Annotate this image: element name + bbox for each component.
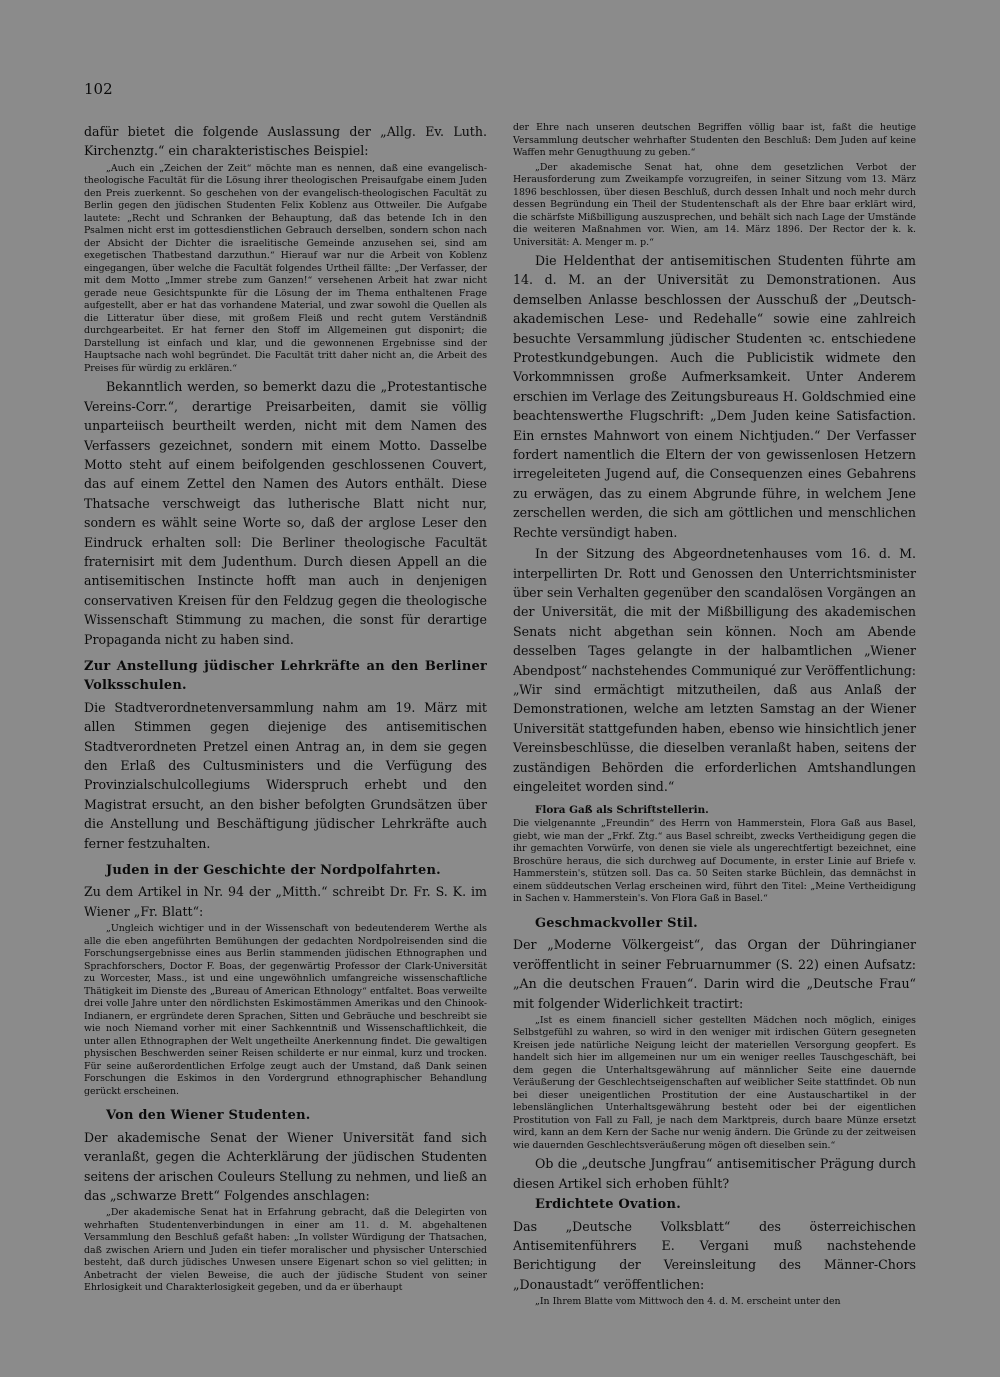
paragraph: Zu dem Artikel in Nr. 94 der „Mitth.“ schreibt Dr. Fr. S. K. im Wiener „Fr. Blatt“: xyxy=(84,884,487,919)
section-heading: Erdichtete Ovation. xyxy=(535,1197,681,1213)
block-quote: Die vielgenannte „Freundin“ des Herrn von Hammerstein, Flora Gaß aus Basel, giebt, wie man der „Frkf. Ztg.“ aus Basel schreibt, zwecks Vertheidigung gegen die ihr gemachten Vorwürfe, von denen sie viele als ungerechtfertigt bezeichnet, eine Broschüre heraus, die sich durchweg auf Documente, in erster Linie auf Briefe v. Hammerstein's, stützen soll. Das ca. 50 Seiten starke Büchlein, das demnächst in einem süddeutschen Verlag erscheinen wird, führt den Titel: „Meine Vertheidigung in Sachen v. Hammerstein's. Von Flora Gaß in Basel.“ xyxy=(513,818,916,905)
block-quote: „Ungleich wichtiger und in der Wissenschaft von bedeutenderem Werthe als alle die eben angeführten Bemühungen der gedachten Nordpolreisenden sind die Forschungsergebnisse eines aus Berlin stammenden jüdischen Ethnographen und Sprachforschers, Doctor F. Boas, der gegenwärtig Professor der Clark-Universität zu Worcester, Mass., ist und eine ungewöhnlich umfangreiche wissenschaftliche Thätigkeit im Dienste des „Bureau of American Ethnology“ entfaltet. Boas verweilte drei volle Jahre unter den nördlichsten Eskimostämmen Amerikas und den Chinook-Indianern, er ergründete deren Sprachen, Sitten und Gebräuche und beschreibt sie wie noch Niemand vorher mit einer Sachkenntniß und Wissenschaftlichkeit, die unter allen Ethnographen der Welt ungetheilte Anerkennung findet. Die gewaltigen physischen Beschwerden seiner Reisen schilderte er nur einmal, kurz und trocken. Für seine außerordentlichen Erfolge zeugt auch der Umstand, daß Dank seinen Forschungen die Eskimos in den Vordergrund ethnographischer Behandlung gerückt erscheinen. xyxy=(84,923,487,1097)
section-heading: Zur Anstellung jüdischer Lehrkräfte an den Berliner Volksschulen. xyxy=(84,659,487,694)
block-quote: „Der akademische Senat hat in Erfahrung gebracht, daß die Delegirten von wehrhaften Studentenverbindungen in einer am 11. d. M. abgehaltenen Versammlung den Beschluß gefaßt haben: „In vollster Würdigung der Thatsachen, daß zwischen Ariern und Juden ein tiefer moralischer und physischer Unterschied besteht, daß durch jüdisches Unwesen unsere Eigenart schon so viel gelitten; in Anbetracht der vielen Beweise, die auch der jüdische Student von seiner Ehrlosigkeit und Charakterlosigkeit gegeben, und da er überhaupt xyxy=(84,1207,487,1294)
section-heading: Geschmackvoller Stil. xyxy=(535,915,698,931)
block-quote: „In Ihrem Blatte vom Mittwoch den 4. d. M. erscheint unter den xyxy=(535,1296,841,1308)
page-number: 102 xyxy=(84,80,113,98)
section-heading: Flora Gaß als Schriftstellerin. xyxy=(535,804,709,817)
block-quote: „Ist es einem financiell sicher gestellten Mädchen noch möglich, einiges Selbstgefühl zu wahren, so wird in den weniger mit irdischen Gütern gesegneten Kreisen jede natürliche Neigung leicht der materiellen Versorgung geopfert. Es handelt sich hier im allgemeinen nur um ein weniger reelles Tauschgeschäft, bei dem gegen die Unterhaltsgewährung auf männlicher Seite eine dauernde Veräußerung der Geschlechtseigenschaften auf weiblicher Seite stattfindet. Ob nun bei dieser uneigentlichen Prostitution der eine Austauschartikel in der lebenslänglichen Unterhaltsgewährung besteht oder bei der eigentlichen Prostitution von Fall zu Fall, je nach dem Marktpreis, durch baare Münze ersetzt wird, kann an dem Kern der Sache nur wenig ändern. Die Gründe zu der zeitweisen wie dauernden Geschlechtsveräußerung mögen oft dieselben sein.“ xyxy=(513,1014,916,1151)
paragraph: Der „Moderne Völkergeist“, das Organ der Dühringianer veröffentlicht in seiner Februarnummer (S. 22) einen Aufsatz: „An die deutschen Frauen“. Darin wird die „Deutsche Frau“ mit folgender Widerlichkeit tractirt: xyxy=(513,937,916,1011)
paragraph: Die Stadtverordnetenversammlung nahm am 19. März mit allen Stimmen gegen diejenige des antisemitischen Stadtverordneten Pretzel einen Antrag an, in dem sie gegen den Erlaß des Cultusministers und die Verfügung des Provinzialschulcollegiums Widerspruch erhebt und den Magistrat ersucht, an den bisher befolgten Grundsätzen über die Anstellung und Beschäftigung jüdischer Lehrkräfte auch ferner festzuhalten. xyxy=(84,699,487,851)
block-quote: „Auch ein „Zeichen der Zeit“ möchte man es nennen, daß eine evangelisch-theologische Facultät für die Lösung ihrer theologischen Preisaufgabe einem Juden den Preis zuerkennt. So geschehen von der evangelisch-theologischen Facultät zu Berlin gegen den jüdischen Studenten Felix Koblenz aus Ottweiler. Die Aufgabe lautete: „Recht und Schranken der Behauptung, daß das betende Ich in den Psalmen nicht erst im gottesdienstlichen Gebrauch derselben, sondern schon nach der Absicht der Dichter die israelitische Gemeinde anzusehen sei, sind am exegetischen Thatbestand darzuthun.“ Hierauf war nur die Arbeit von Koblenz eingegangen, über welche die Facultät folgendes Urtheil fällte: „Der Verfasser, der mit dem Motto „Immer strebe zum Ganzen!“ versehenen Arbeit hat zwar nicht gerade neue Gesichtspunkte für die Lösung der im Thema enthaltenen Frage aufgestellt, aber er hat das vorhandene Material, und zwar sowohl die Quellen als die Litteratur über diese, mit großem Fleiß und recht gutem Verständniß durchgearbeitet. Er hat ferner den Stoff im Allgemeinen gut disponirt; die Darstellung ist einfach und klar, und die gewonnenen Ergebnisse sind der Hauptsache nach wohl begründet. Die Facultät tritt daher nicht an, die Arbeit des Preises für würdig zu erklären.“ xyxy=(84,162,487,374)
paragraph: Die Heldenthat der antisemitischen Studenten führte am 14. d. M. an der Universität zu Demonstrationen. Aus demselben Anlasse beschlossen der Ausschuß der „Deutsch-akademischen Lese- und Redehalle“ sowie eine zahlreich besuchte Versammlung jüdischer Studenten ꝛc. entschiedene Protestkundgebungen. Auch die Publicistik widmete den Vorkommnissen große Aufmerksamkeit. Unter Anderem erschien im Verlage des Zeitungsbureaus H. Goldschmied eine beachtenswerthe Flugschrift: „Dem Juden keine Satisfaction. Ein ernstes Mahnwort von einem Nichtjuden.“ Der Verfasser fordert namentlich die Eltern der von gewissenlosen Hetzern irregeleiteten Jugend auf, die Consequenzen eines Gebahrens zu erwägen, das zu einem Abgrunde führe, in welchem Jene zerschellen werden, die sich am göttlichen und menschlichen Rechte versündigt haben. xyxy=(513,253,916,540)
paragraph: dafür bietet die folgende Auslassung der „Allg. Ev. Luth. Kirchenztg.“ ein charakteristisches Beispiel: xyxy=(84,124,487,159)
paragraph: Ob die „deutsche Jungfrau“ antisemitischer Prägung durch diesen Artikel sich erhoben fühlt? xyxy=(513,1156,916,1191)
paragraph: In der Sitzung des Abgeordnetenhauses vom 16. d. M. interpellirten Dr. Rott und Genossen den Unterrichtsminister über sein Verhalten gegenüber den scandalösen Vorgängen an der Universität, die mit der Mißbilligung des akademischen Senats nicht abgethan sein können. Noch am Abende desselben Tages gelangte in der halbamtlichen „Wiener Abendpost“ nachstehendes Communiqué zur Veröffentlichung: „Wir sind ermächtigt mitzutheilen, daß aus Anlaß der Demonstrationen, welche am letzten Samstag an der Wiener Universität stattgefunden haben, ebenso wie hinsichtlich jener Vereinsbeschlüsse, die dieselben veranlaßt haben, seitens der zuständigen Behörden die erforderlichen Amtshandlungen eingeleitet worden sind.“ xyxy=(513,546,916,794)
right-column xyxy=(513,122,916,1311)
paragraph: Das „Deutsche Volksblatt“ des österreichischen Antisemitenführers E. Vergani muß nachstehende Berichtigung der Vereinsleitung des Männer-Chors „Donaustadt“ veröffentlichen: xyxy=(513,1218,916,1292)
left-column xyxy=(84,122,487,1297)
block-quote: der Ehre nach unseren deutschen Begriffen völlig baar ist, faßt die heutige Versammlung deutscher wehrhafter Studenten den Beschluß: Dem Juden auf keine Waffen mehr Genugthuung zu geben.“ xyxy=(513,122,916,158)
paragraph: Bekanntlich werden, so bemerkt dazu die „Protestantische Vereins-Corr.“, derartige Preisarbeiten, damit sie völlig unparteiisch beurtheilt werden, nicht mit dem Namen des Verfassers gezeichnet, sondern mit einem Motto. Dasselbe Motto steht auf einem beifolgenden geschlossenen Couvert, das auf einem Zettel den Namen des Autors enthält. Diese Thatsache verschweigt das lutherische Blatt nicht nur, sondern es wählt seine Worte so, daß der arglose Leser den Eindruck erhalten soll: Die Berliner theologische Facultät fraternisirt mit dem Judenthum. Durch diesen Appell an die antisemitischen Instincte hofft man auch in denjenigen conservativen Kreisen für den Feldzug gegen die theologische Wissenschaft Stimmung zu machen, die sonst für derartige Propaganda nicht zu haben sind. xyxy=(84,379,487,647)
paragraph: Der akademische Senat der Wiener Universität fand sich veranlaßt, gegen die Achterklärung der jüdischen Studenten seitens der arischen Couleurs Stellung zu nehmen, und ließ an das „schwarze Brett“ Folgendes anschlagen: xyxy=(84,1129,487,1203)
section-heading: Von den Wiener Studenten. xyxy=(106,1108,311,1124)
block-quote: „Der akademische Senat hat, ohne dem gesetzlichen Verbot der Herausforderung zum Zweikampfe vorzugreifen, in seiner Sitzung vom 13. März 1896 beschlossen, über diesen Beschluß, durch dessen Inhalt und noch mehr durch dessen Begründung ein Theil der Studentenschaft als der Ehre baar erklärt wird, die schärfste Mißbilligung auszusprechen, und behält sich nach Lage der Umstände die weiteren Maßnahmen vor. Wien, am 14. März 1896. Der Rector der k. k. Universität: A. Menger m. p.“ xyxy=(513,161,916,248)
section-heading: Juden in der Geschichte der Nordpolfahrten. xyxy=(106,863,441,879)
